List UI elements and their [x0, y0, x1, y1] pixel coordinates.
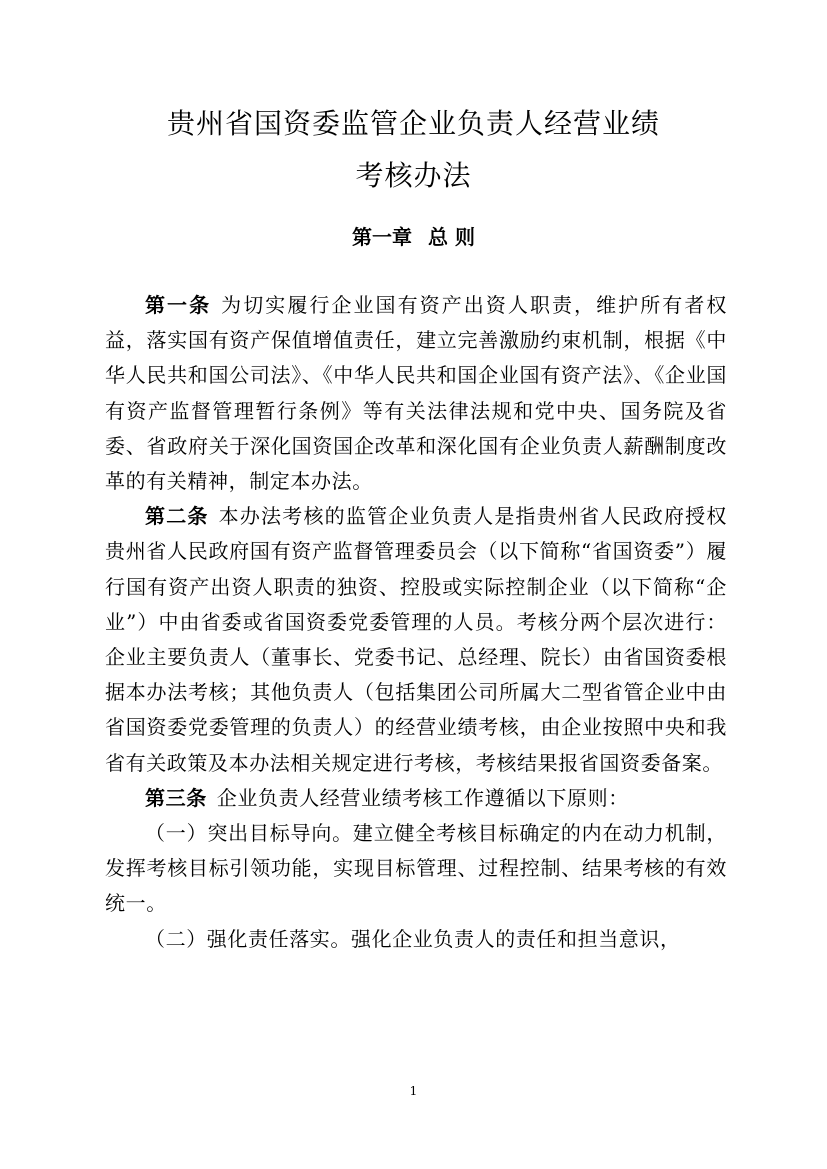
- document-title-line-2: 考核办法: [355, 159, 472, 192]
- chapter-name: 总 则: [428, 225, 475, 249]
- article-label: 第二条: [145, 504, 209, 529]
- article-label: 第一条: [145, 293, 212, 317]
- page-number: 1: [409, 1084, 418, 1098]
- article-text: 本办法考核的监管企业负责人是指贵州省人民政府授权贵州省人民政府国有资产监督管理委员会（以下简称“省国资委”）履行国有资产出资人职责的独资、控股或实际控制企业（以下简称“企业”）中由省委或省国资委党委管理的人员。考核分两个层次进行：企业主要负责人（董事长、党委书记、总经理、院长）由省国资委根据本办法考核；其他负责人（包括集团公司所属大二型省管企业中由省国资委党委管理的负责人）的经营业绩考核，由企业按照中央和我省有关政策及本办法相关规定进行考核，考核结果报省国资委备案。: [105, 504, 727, 775]
- article-text: 企业负责人经营业绩考核工作遵循以下原则：: [216, 785, 629, 810]
- chapter-number: 第一章: [352, 225, 413, 249]
- clause-paragraph: （一）突出目标导向。建立健全考核目标确定的内在动力机制，发挥考核目标引领功能，实现目标管理、过程控制、结果考核的有效统一。: [105, 821, 727, 916]
- article-paragraph: [105, 288, 727, 499]
- chapter-heading: [0, 220, 827, 254]
- document-title-line-1: 贵州省国资委监管企业负责人经营业绩: [166, 107, 660, 140]
- document-body: [105, 288, 727, 957]
- article-paragraph: [105, 499, 727, 781]
- article-paragraph: [105, 781, 727, 816]
- article-text: 为切实履行企业国有资产出资人职责，维护所有者权益，落实国有资产保值增值责任，建立完善激励约束机制，根据《中华人民共和国公司法》、《中华人民共和国企业国有资产法》、《企业国有资产监督管理暂行条例》等有关法律法规和党中央、国务院及省委、省政府关于深化国资国企改革和深化国有企业负责人薪酬制度改革的有关精神，制定本办法。: [105, 293, 727, 494]
- article-label: 第三条: [145, 785, 207, 810]
- clause-paragraph: （二）强化责任落实。强化企业负责人的责任和担当意识，: [145, 926, 681, 951]
